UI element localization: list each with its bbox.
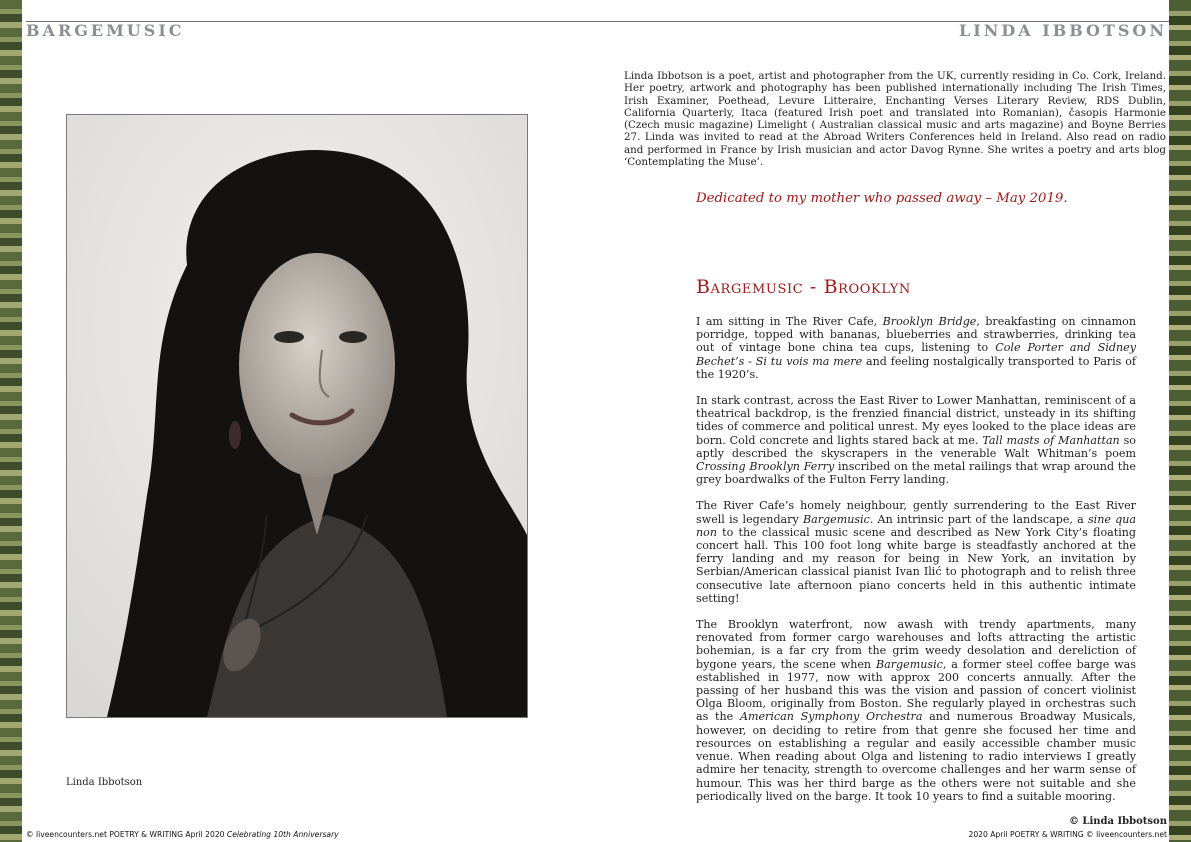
article-paragraph: The River Cafe’s homely neighbour, gently surrendering to the East River swell is legendary Bargemusic. An intrinsic part of the landscape, a sine qua non to the classical music scene and described as New York City’s floating concert hall. This 100 foot long white barge is steadfastly anchored at the ferry landing and my reason for being in New York, an invitation by Serbian/American classical pianist Ivan Ilić to photograph and to relish three consecutive late afternoon piano concerts held in this authentic intimate setting!	[696, 499, 1136, 605]
author-bio: Linda Ibbotson is a poet, artist and photographer from the UK, currently residing in Co. Cork, Ireland. Her poetry, artwork and photography has been published internationally including The Irish Times, Irish Examiner, Poethead, Levure Litteraire, Enchanting Verses Literary Review, RDS Dublin, California Quarterly, Itaca (featured Irish poet and translated into Romanian), časopis Harmonie (Czech music magazine) Limelight ( Australian classical music and arts magazine) and Boyne Berries 27. Linda was invited to read at the Abroad Writers Conferences held in Ireland. Also read on radio and performed in France by Irish musician and actor Davog Rynne. She writes a poetry and arts blog ‘Contemplating the Muse’.	[624, 70, 1166, 169]
article-paragraph: The Brooklyn waterfront, now awash with trendy apartments, many renovated from former cargo warehouses and lofts attracting the artistic bohemian, is a far cry from the grim weedy desolation and dereliction of bygone years, the scene when Bargemusic, a former steel coffee barge was established in 1977, now with approx 200 concerts annually. After the passing of her husband this was the vision and passion of concert violinist Olga Bloom, originally from Boston. She regularly played in orchestras such as the American Symphony Orchestra and numerous Broadway Musicals, however, on deciding to retire from that genre she focused her time and resources on establishing a regular and easily accessible chamber music venue. When reading about Olga and listening to radio interviews I greatly admire her tenacity, strength to overcome challenges and her warm sense of humour. This was her third barge as the others were not suitable and she periodically lived on the barge. It took 10 years to find a suitable mooring.	[696, 618, 1137, 803]
header-author-name: LINDA IBBOTSON	[958, 21, 1167, 40]
photo-caption: Linda Ibbotson	[66, 777, 143, 788]
article-body	[696, 315, 1136, 816]
portrait-illustration	[67, 115, 527, 717]
dedication: Dedicated to my mother who passed away – May 2019.	[696, 191, 1068, 206]
article-paragraph: In stark contrast, across the East River to Lower Manhattan, reminiscent of a theatrical backdrop, is the frenzied financial district, unsteady in its shifting tides of commerce and political unrest. My eyes looked to the place ideas are born. Cold concrete and lights stared back at me. Tall masts of Manhattan so aptly described the skyscrapers in the venerable Walt Whitman’s poem Crossing Brooklyn Ferry inscribed on the metal railings that wrap around the grey boardwalks of the Fulton Ferry landing.	[696, 394, 1136, 487]
right-decorative-edge	[1169, 0, 1191, 842]
magazine-page	[22, 0, 1169, 842]
article-title: Bargemusic - Brooklyn	[696, 276, 911, 298]
header-section-title: BARGEMUSIC	[26, 21, 185, 40]
article-paragraph: I am sitting in The River Cafe, Brooklyn Bridge, breakfasting on cinnamon porridge, topped with bananas, blueberries and strawberries, drinking tea out of vintage bone china tea cups, listening to Cole Porter and Sidney Bechet’s - Si tu vois ma mere and feeling nostalgically transported to Paris of the 1920’s.	[696, 315, 1136, 381]
left-decorative-edge	[0, 0, 22, 842]
footer-right: 2020 April POETRY & WRITING © liveencounters.net	[968, 830, 1167, 839]
footer-left: © liveencounters.net POETRY & WRITING April 2020 Celebrating 10th Anniversary	[26, 830, 339, 839]
author-portrait-photo	[66, 114, 528, 718]
photo-copyright: © Linda Ibbotson	[1068, 816, 1167, 827]
